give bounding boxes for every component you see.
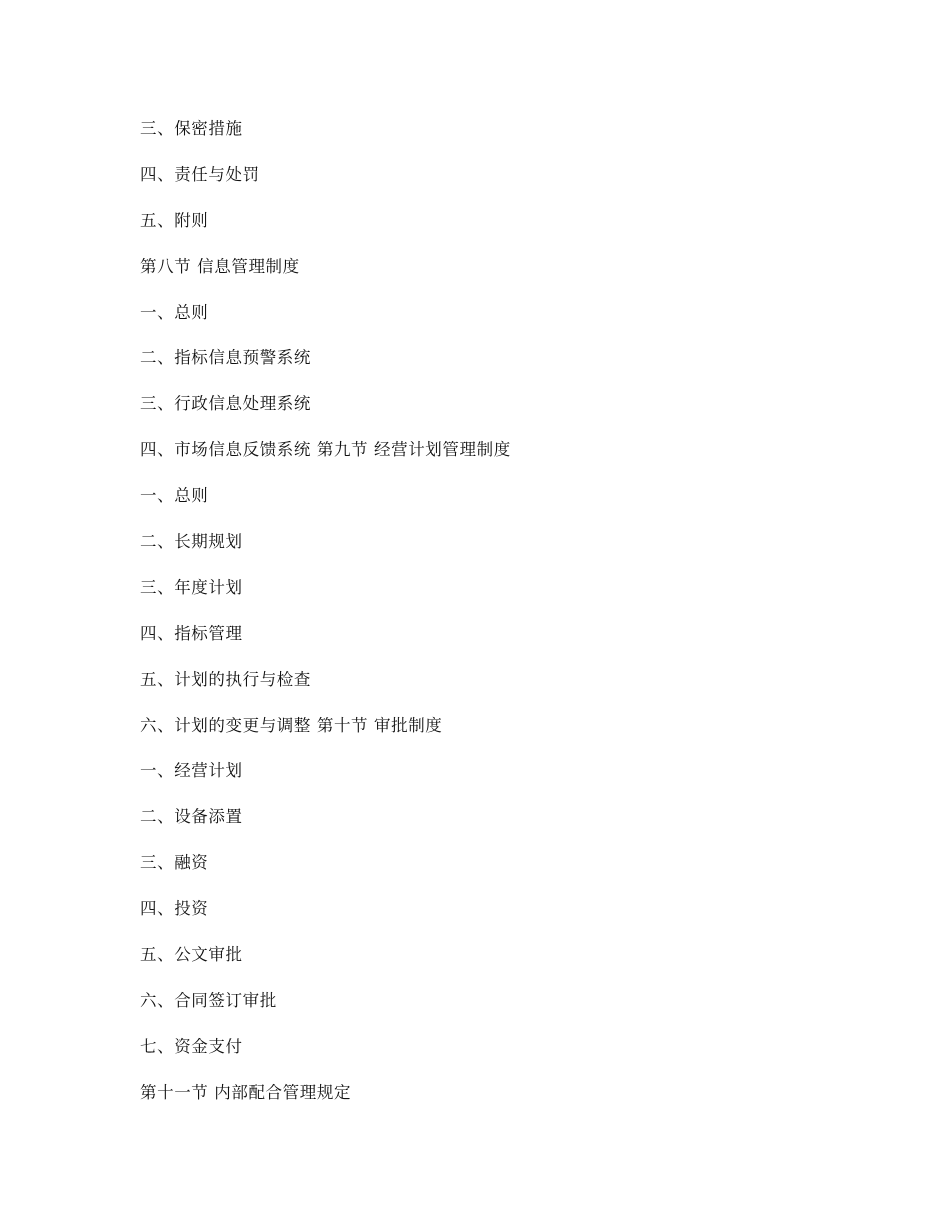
text-line: 二、长期规划: [140, 532, 243, 552]
text-line: 一、总则: [140, 302, 209, 322]
text-line: 一、经营计划: [140, 761, 243, 781]
text-line: 三、融资: [140, 853, 209, 873]
text-line: 五、计划的执行与检查: [140, 669, 311, 689]
text-line: 三、年度计划: [140, 577, 243, 597]
section-heading: 第十一节 内部配合管理规定: [140, 1082, 352, 1102]
text-line: 三、保密措施: [140, 119, 243, 138]
text-line: 四、市场信息反馈系统 第九节 经营计划管理制度: [140, 440, 511, 460]
text-line: 六、合同签订审批: [140, 990, 277, 1010]
section-heading: 第八节 信息管理制度: [140, 256, 300, 276]
text-line: 四、投资: [140, 899, 209, 919]
document-text-lines: [140, 116, 511, 1126]
text-line: 六、计划的变更与调整 第十节 审批制度: [140, 715, 443, 735]
text-line: 三、行政信息处理系统: [140, 394, 311, 414]
text-line: 二、设备添置: [140, 807, 243, 827]
text-line: 七、资金支付: [140, 1036, 243, 1056]
text-line: 五、附则: [140, 210, 209, 230]
text-line: 一、总则: [140, 486, 209, 506]
text-line: 四、责任与处罚: [140, 164, 260, 184]
text-line: 二、指标信息预警系统: [140, 348, 311, 368]
text-line: 四、指标管理: [140, 623, 243, 643]
text-line: 五、公文审批: [140, 945, 243, 965]
